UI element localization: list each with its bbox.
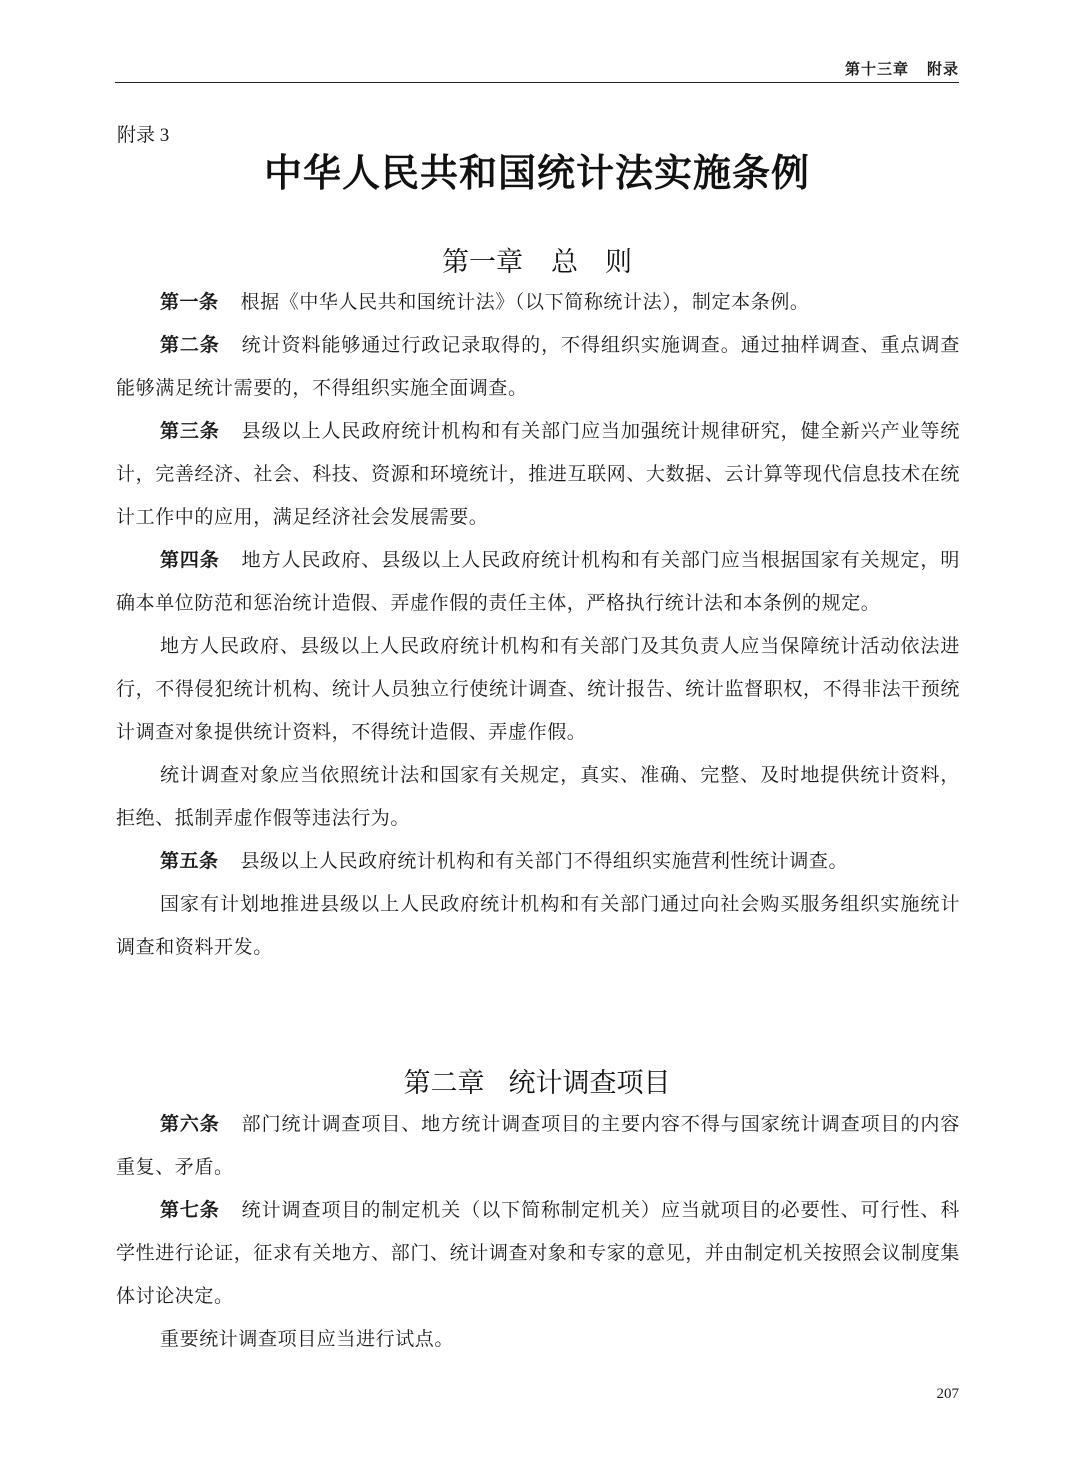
article-paragraph — [116, 539, 960, 625]
paragraph — [116, 754, 960, 840]
article-number: 第六条 — [160, 1113, 220, 1135]
chapter-name: 统计调查项目 — [508, 1068, 671, 1099]
paragraph — [116, 625, 960, 754]
appendix-label: 附录 3 — [117, 125, 170, 146]
chapter-heading-2 — [0, 1061, 1074, 1100]
paragraph-text: 县级以上人民政府统计机构和有关部门不得组织实施营利性统计调查。 — [240, 850, 849, 872]
header-section-label: 附录 — [926, 60, 959, 78]
chapter-2-body — [116, 1103, 960, 1361]
article-paragraph — [116, 840, 960, 883]
article-number: 第一条 — [160, 291, 219, 313]
paragraph-text: 根据《中华人民共和国统计法》（以下简称统计法），制定本条例。 — [240, 291, 810, 313]
chapter-number: 第一章 — [442, 247, 523, 278]
chapter-1-body — [116, 281, 960, 969]
paragraph-text: 国家有计划地推进县级以上人民政府统计机构和有关部门通过向社会购买服务组织实施统计调查和资料开发。 — [116, 893, 960, 958]
paragraph-text: 县级以上人民政府统计机构和有关部门应当加强统计规律研究，健全新兴产业等统计，完善经济、社会、科技、资源和环境统计，推进互联网、大数据、云计算等现代信息技术在统计工作中的应用，满足经济社会发展需要。 — [116, 420, 960, 528]
chapter-name: 总 则 — [551, 247, 632, 278]
paragraph-text: 地方人民政府、县级以上人民政府统计机构和有关部门及其负责人应当保障统计活动依法进行，不得侵犯统计机构、统计人员独立行使统计调查、统计报告、统计监督职权，不得非法干预统计调查对象提供统计资料，不得统计造假、弄虚作假。 — [116, 635, 960, 743]
paragraph-text: 统计调查对象应当依照统计法和国家有关规定，真实、准确、完整、及时地提供统计资料，拒绝、抵制弄虚作假等违法行为。 — [116, 764, 960, 829]
article-number: 第三条 — [160, 420, 220, 442]
article-paragraph — [116, 324, 960, 410]
paragraph — [116, 1318, 960, 1361]
chapter-number: 第二章 — [403, 1068, 485, 1099]
article-paragraph — [116, 281, 960, 324]
article-number: 第五条 — [160, 850, 219, 872]
paragraph-text: 统计调查项目的制定机关（以下简称制定机关）应当就项目的必要性、可行性、科学性进行论证，征求有关地方、部门、统计调查对象和专家的意见，并由制定机关按照会议制度集体讨论决定。 — [116, 1199, 960, 1307]
running-header — [845, 58, 959, 79]
paragraph-text: 部门统计调查项目、地方统计调查项目的主要内容不得与国家统计调查项目的内容重复、矛盾。 — [116, 1113, 960, 1178]
paragraph — [116, 883, 960, 969]
paragraph-text: 统计资料能够通过行政记录取得的，不得组织实施调查。通过抽样调查、重点调查能够满足统计需要的，不得组织实施全面调查。 — [116, 334, 960, 399]
article-paragraph — [116, 1189, 960, 1318]
chapter-heading-1 — [0, 240, 1074, 279]
article-number: 第七条 — [160, 1199, 220, 1221]
paragraph-text: 地方人民政府、县级以上人民政府统计机构和有关部门应当根据国家有关规定，明确本单位防范和惩治统计造假、弄虚作假的责任主体，严格执行统计法和本条例的规定。 — [116, 549, 960, 614]
article-paragraph — [116, 410, 960, 539]
header-chapter-label: 第十三章 — [844, 60, 909, 78]
article-number: 第四条 — [160, 549, 220, 571]
article-number: 第二条 — [160, 334, 220, 356]
document-title: 中华人民共和国统计法实施条例 — [263, 150, 810, 195]
page-number: 207 — [936, 1386, 959, 1402]
paragraph-text: 重要统计调查项目应当进行试点。 — [160, 1328, 455, 1350]
article-paragraph — [116, 1103, 960, 1189]
header-rule — [115, 82, 959, 83]
